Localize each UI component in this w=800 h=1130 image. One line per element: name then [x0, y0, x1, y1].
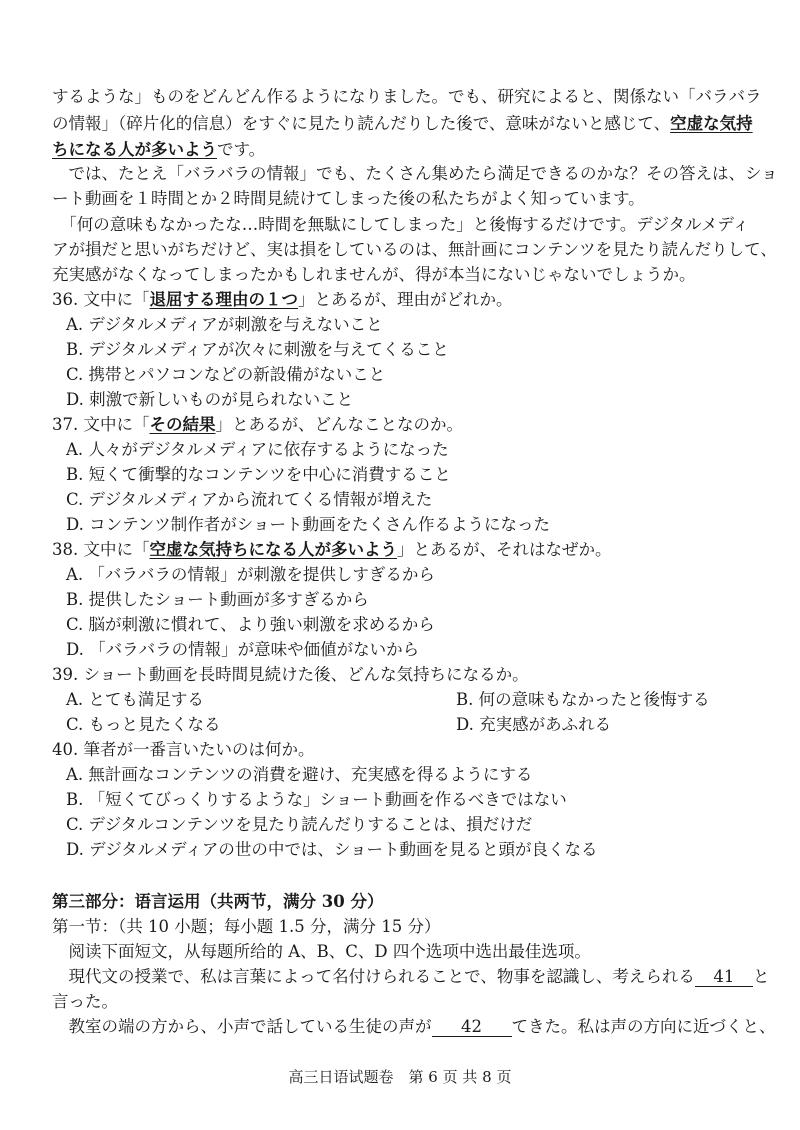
question-36: 36. 文中に「退屈する理由の１つ」とあるが、理由がどれか。 [52, 290, 513, 309]
option-40-a: A. 無計画なコンテンツの消費を避け、充実感を得るようにする [66, 765, 533, 784]
passage-line: では、たとえ「バラバラの情報」でも、たくさん集めたら満足できるのかな？その答えは、ショ [52, 164, 778, 183]
passage-line: ちになる人が多いようです。 [52, 140, 266, 159]
page-footer: 高三日语试题卷 第 6 页 共 8 页 [288, 1068, 512, 1086]
part3-heading: 第三部分：语言运用（共两节，满分 30 分） [52, 892, 384, 911]
option-40-b: B. 「短くてびっくりするような」ショート動画を作るべきではない [66, 790, 567, 809]
question-key-phrase: 空虚な気持ちになる人が多いよう [149, 540, 397, 559]
option-38-c: C. 脳が刺激に慣れて、より強い刺激を求めるから [66, 615, 435, 634]
cloze-line: 言った。 [52, 992, 118, 1011]
cloze-line: 教室の端の方から、小声で話している生徒の声が 42 てきた。私は声の方向に近づくと、 [52, 1017, 776, 1036]
option-36-d: D. 刺激で新しいものが見られないこと [66, 390, 354, 409]
option-row [66, 714, 766, 736]
option-39-b: B. 何の意味もなかったと後悔する [456, 690, 710, 709]
passage-line: するような」ものをどんどん作るようになりました。でも、研究によると、関係ない「バラバラ [52, 87, 762, 106]
option-row [66, 689, 766, 711]
blank-41: 41 [695, 968, 753, 987]
option-38-a: A. 「バラバラの情報」が刺激を提供しすぎるから [66, 565, 435, 584]
instruction: 阅读下面短文，从每题所给的 A、B、C、D 四个选项中选出最佳选项。 [52, 942, 591, 961]
option-37-b: B. 短くて衝撃的なコンテンツを中心に消費すること [66, 465, 451, 484]
option-38-b: B. 提供したショート動画が多すぎるから [66, 590, 369, 609]
option-40-d: D. デジタルメディアの世の中では、ショート動画を見ると頭が良くなる [66, 840, 598, 859]
option-36-c: C. 携帯とパソコンなどの新設備がないこと [66, 365, 386, 384]
question-38: 38. 文中に「空虚な気持ちになる人が多いよう」とあるが、それはなぜか。 [52, 540, 612, 559]
question-39: 39. ショート動画を長時間見続けた後、どんな気持ちになるか。 [52, 665, 529, 684]
passage-line: 充実感がなくなってしまったかもしれませんが、得が本当にないじゃないでしょうか。 [52, 265, 696, 284]
passage-line: アが損だと思いがちだけど、実は損をしているのは、無計画にコンテンツを見たり読んだりして、 [52, 240, 777, 259]
cloze-line: 現代文の授業で、私は言葉によって名付けられることで、物事を認識し、考えられる 41 と [52, 967, 770, 986]
blank-42: 42 [432, 1018, 512, 1037]
passage-line: の情報」（碎片化的信息）をすぐに見たり読んだりした後で、意味がないと感じて、空虚な気持 [52, 114, 753, 133]
section-heading: 第一节：（共 10 小题；每小题 1.5 分，满分 15 分） [52, 917, 441, 936]
question-37: 37. 文中に「その結果」とあるが、どんなことなのか。 [52, 415, 463, 434]
underlined-phrase: 空虚な気持 [670, 114, 753, 133]
option-38-d: D. 「バラバラの情報」が意味や価値がないから [66, 640, 420, 659]
option-36-a: A. デジタルメディアが刺激を与えないこと [66, 315, 383, 334]
option-37-d: D. コンテンツ制作者がショート動画をたくさん作るようになった [66, 515, 550, 534]
option-39-d: D. 充実感があふれる [456, 715, 612, 734]
option-37-a: A. 人々がデジタルメディアに依存するようになった [66, 440, 449, 459]
option-39-a: A. とても満足する [66, 690, 204, 709]
option-39-c: C. もっと見たくなる [66, 715, 221, 734]
question-key-phrase: 退屈する理由の１つ [149, 290, 298, 309]
question-40: 40. 筆者が一番言いたいのは何か。 [52, 740, 315, 759]
option-36-b: B. デジタルメディアが次々に刺激を与えてくること [66, 340, 449, 359]
option-37-c: C. デジタルメディアから流れてくる情報が増えた [66, 490, 433, 509]
passage-line: ート動画を１時間とか２時間見続けてしまった後の私たちがよく知っています。 [52, 189, 645, 208]
underlined-phrase: ちになる人が多いよう [52, 140, 217, 159]
question-key-phrase: その結果 [149, 415, 216, 434]
option-40-c: C. デジタルコンテンツを見たり読んだりすることは、損だけだ [66, 815, 533, 834]
passage-line: 「何の意味もなかったな…時間を無駄にしてしまった」と後悔するだけです。デジタルメディ [52, 215, 750, 234]
